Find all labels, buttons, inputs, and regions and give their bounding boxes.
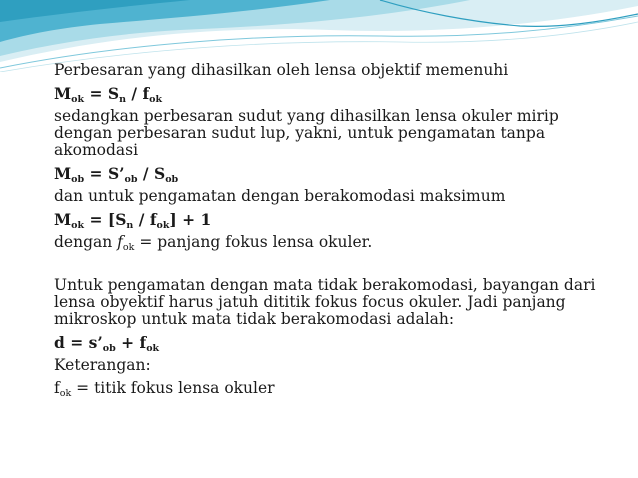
- eq4-a-sub: ob: [102, 343, 116, 354]
- eq1-a-sub: n: [119, 94, 126, 105]
- eq2-b: S: [153, 164, 166, 183]
- eq4-plus: +: [115, 333, 140, 352]
- eq2-div: /: [137, 164, 154, 183]
- eq3-plus-one: + 1: [176, 210, 212, 229]
- eq4-a: s’: [88, 333, 103, 352]
- slide-content: [54, 62, 614, 403]
- p4-prefix: dengan: [54, 233, 118, 251]
- eq1-a: S: [107, 84, 120, 103]
- eq3-lhs: M: [54, 210, 72, 229]
- paragraph-ocular-angular-magnification: sedangkan perbesaran sudut yang dihasilkan lensa okuler mirip dengan perbesaran sudut lup, yakni, untuk pengamatan tanpa akomodasi: [54, 107, 559, 159]
- p7-rest: = titik fokus lensa okuler: [71, 379, 275, 397]
- paragraph-max-accommodation: dan untuk pengamatan dengan berakomodasi maksimum: [54, 187, 506, 205]
- eq3-b-sub: ok: [156, 220, 170, 231]
- eq3-open-bracket: [: [107, 210, 116, 229]
- equation-mok-objective: [54, 84, 614, 105]
- eq3-div: /: [133, 210, 150, 229]
- eq3-a-sub: n: [126, 220, 134, 231]
- eq4-b-sub: ok: [146, 343, 160, 354]
- eq4-b: f: [139, 333, 147, 352]
- eq1-lhs: M: [54, 84, 72, 103]
- eq3-close-bracket: ]: [169, 210, 177, 229]
- eq1-equals: =: [84, 84, 108, 103]
- eq1-b: f: [142, 84, 150, 103]
- eq1-lhs-sub: ok: [71, 94, 85, 105]
- eq2-lhs-sub: ob: [71, 174, 85, 185]
- eq1-b-sub: ok: [149, 94, 163, 105]
- p4-var-sub: ok: [122, 242, 135, 253]
- eq2-equals: =: [84, 164, 108, 183]
- eq2-b-sub: ob: [165, 174, 179, 185]
- p7-var: f: [54, 379, 60, 397]
- eq2-lhs: M: [54, 164, 72, 183]
- equation-mok-accommodation: [54, 210, 614, 231]
- eq4-lhs: d: [54, 333, 65, 352]
- equation-mob: [54, 164, 614, 185]
- eq4-equals: =: [64, 333, 89, 352]
- equation-microscope-length: [54, 333, 614, 354]
- p7-var-sub: ok: [59, 388, 72, 399]
- paragraph-objective-magnification: Perbesaran yang dihasilkan oleh lensa objektif memenuhi: [54, 61, 509, 79]
- paragraph-microscope-length: Untuk pengamatan dengan mata tidak berakomodasi, bayangan dari lensa obyektif harus jatuh dititik fokus focus okuler. Jadi panjang mikroskop untuk mata tidak berakomodasi adalah:: [54, 276, 596, 328]
- eq2-a: S’: [107, 164, 125, 183]
- p4-var: f: [117, 233, 123, 251]
- paragraph-fok-focal-point: [54, 380, 614, 397]
- paragraph-spacer: [54, 257, 614, 277]
- eq3-equals: =: [84, 210, 108, 229]
- p4-rest: = panjang fokus lensa okuler.: [134, 233, 373, 251]
- eq3-a: S: [115, 210, 127, 229]
- eq3-lhs-sub: ok: [71, 220, 85, 231]
- eq3-b: f: [149, 210, 157, 229]
- paragraph-keterangan: Keterangan:: [54, 356, 151, 374]
- paragraph-fok-definition: [54, 234, 614, 251]
- eq2-a-sub: ob: [124, 174, 138, 185]
- eq1-div: /: [126, 84, 143, 103]
